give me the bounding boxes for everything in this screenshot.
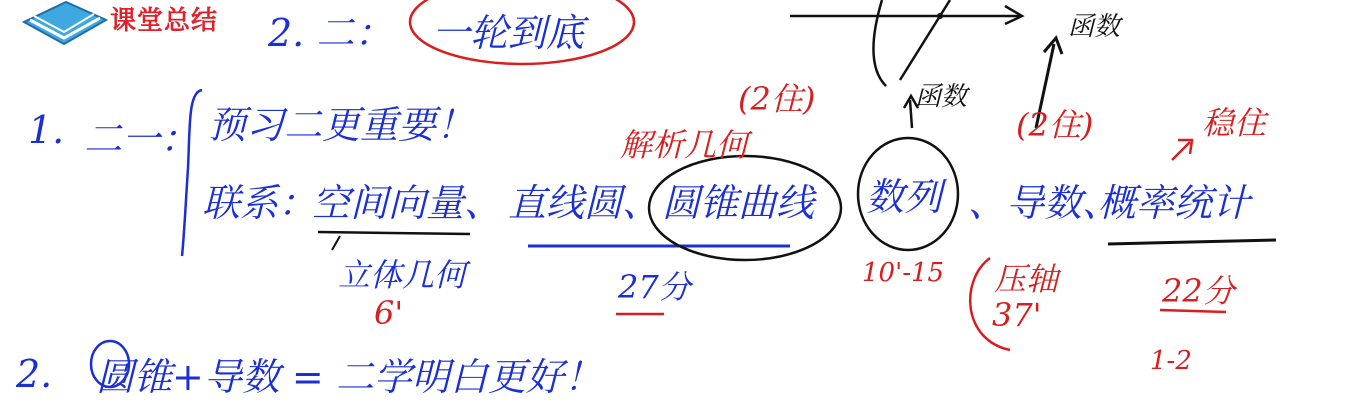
note-line0: 2. 二： — [268, 11, 393, 55]
annot-2b: (2住) — [1016, 106, 1094, 144]
line1-preview: 预习二更重要！ — [208, 103, 475, 147]
annot-analytic: 解析几何 — [620, 126, 749, 164]
line1-label: 1. — [28, 108, 65, 152]
item-space-vector: 空间向量、 — [312, 181, 503, 225]
line2-label: 2. — [16, 352, 53, 396]
item-derivative: 、导数、 — [968, 181, 1121, 225]
connect-label: 联系： — [202, 181, 317, 225]
sub-prob-mark: 1-2 — [1150, 346, 1192, 376]
annot-function-1: 函数 — [915, 82, 968, 112]
page-title: 课堂总结 — [110, 6, 219, 36]
item-conic: 圆锥曲线 — [662, 181, 815, 225]
sub-derivative-score: 37' — [992, 296, 1042, 334]
sub-seq-score: 10'-15 — [862, 258, 945, 288]
annot-stable: 稳住 — [1202, 104, 1267, 142]
sub-circle-score: 27分 — [618, 268, 691, 306]
sub-derivative: 压轴 — [994, 260, 1059, 298]
line2-text: 圆锥+导数 = 二学明白更好！ — [96, 355, 602, 399]
item-probability: 概率统计 — [1098, 181, 1251, 225]
sub-prob-score: 22分 — [1162, 272, 1235, 310]
item-line-circle: 直线圆、 — [508, 181, 661, 225]
sub-solid-score: 6' — [374, 294, 404, 332]
annot-function-2: 函数 — [1068, 12, 1121, 42]
item-sequence: 数列 — [866, 175, 943, 219]
line1-heading: 二一： — [84, 117, 199, 161]
sub-solid: 立体几何 — [338, 256, 467, 294]
note-circled: 一轮到底 — [432, 11, 585, 55]
annot-2a: (2住) — [738, 80, 816, 118]
